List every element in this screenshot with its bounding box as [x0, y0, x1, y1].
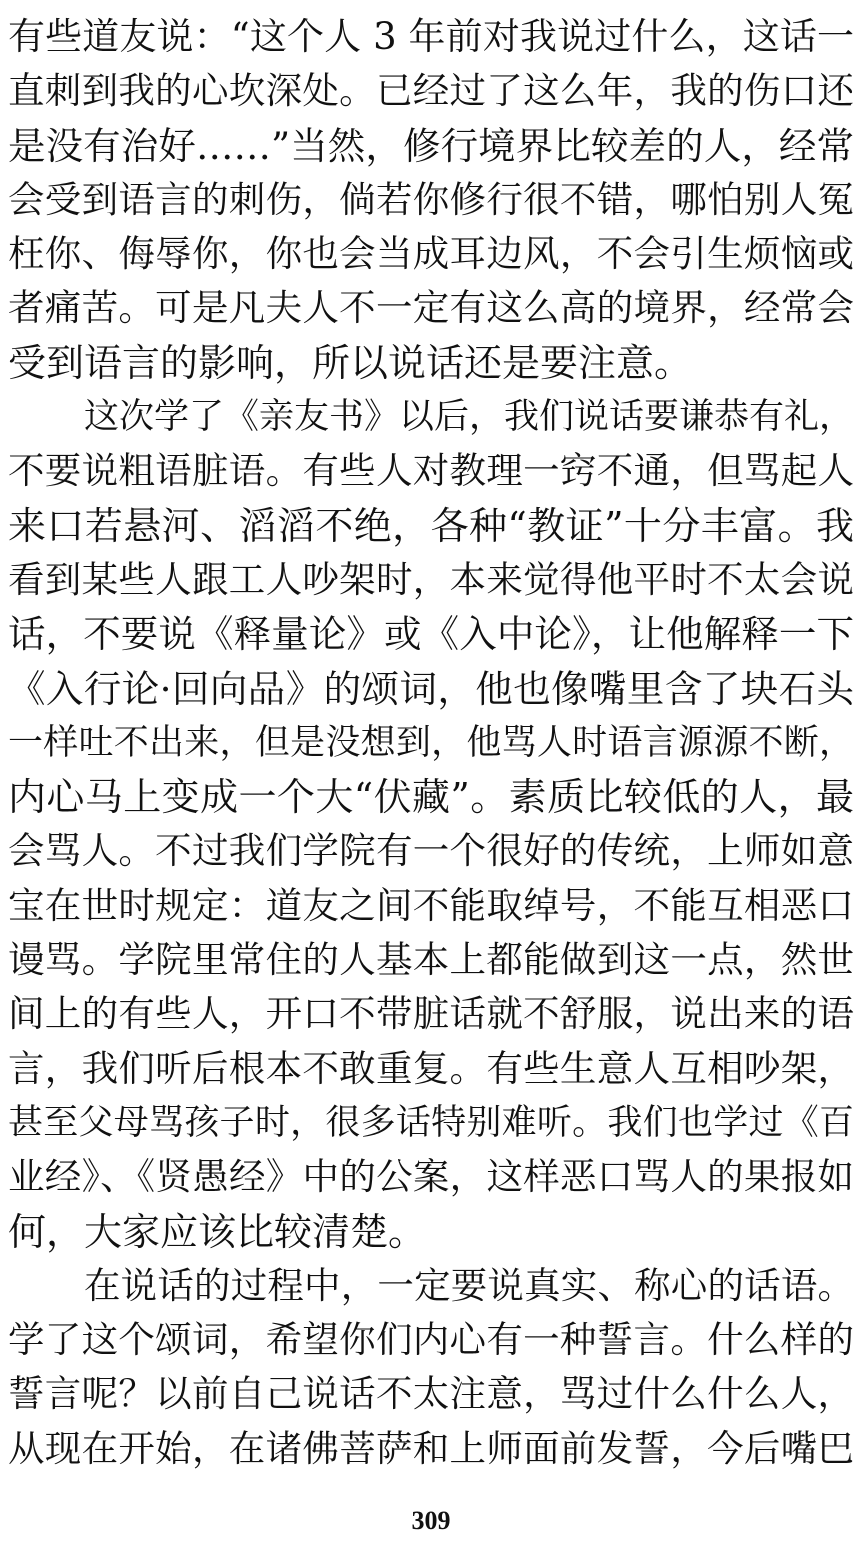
text-line: 来口若悬河、滔滔不绝，各种“教证”十分丰富。我 — [8, 503, 854, 548]
text-line: 《入行论·回向品》的颂词，他也像嘴里含了块石头 — [8, 666, 854, 711]
text-line: 话，不要说《释量论》或《入中论》，让他解释一下 — [8, 612, 854, 657]
text-line: 一样吐不出来，但是没想到，他骂人时语言源源不断， — [8, 722, 854, 763]
page-number: 309 — [411, 1506, 451, 1535]
text-line: 何，大家应该比较清楚。 — [8, 1209, 427, 1254]
text-line: 直刺到我的心坎深处。已经过了这么年，我的伤口还 — [8, 69, 854, 113]
text-line: 受到语言的影响，所以说话还是要注意。 — [8, 340, 693, 385]
text-line: 宝在世时规定：道友之间不能取绰号，不能互相恶口 — [8, 883, 854, 927]
text-line: 这次学了《亲友书》以后，我们说话要谦恭有礼， — [84, 397, 855, 438]
text-line: 会骂人。不过我们学院有一个很好的传统，上师如意 — [8, 829, 854, 873]
text-line: 从现在开始，在诸佛菩萨和上师面前发誓，今后嘴巴 — [8, 1426, 854, 1470]
text-line: 看到某些人跟工人吵架时，本来觉得他平时不太会说 — [8, 557, 854, 601]
text-line: 甚至父母骂孩子时，很多话特别难听。我们也学过《百 — [8, 1102, 854, 1143]
text-line: 是没有治好……”当然，修行境界比较差的人，经常 — [8, 123, 854, 168]
text-line: 在说话的过程中，一定要说真实、称心的话语。 — [84, 1263, 854, 1307]
body-text — [8, 10, 854, 1476]
text-line: 间上的有些人，开口不带脏话就不舒服，说出来的语 — [8, 992, 854, 1036]
text-line: 会受到语言的刺伤，倘若你修行很不错，哪怕别人冤 — [8, 177, 854, 221]
text-line: 誓言呢？以前自己说话不太注意，骂过什么什么人， — [8, 1372, 854, 1416]
text-line: 者痛苦。可是凡夫人不一定有这么高的境界，经常会 — [8, 286, 854, 330]
text-line: 学了这个颂词，希望你们内心有一种誓言。什么样的 — [8, 1318, 854, 1362]
text-line: 枉你、侮辱你，你也会当成耳边风，不会引生烦恼或 — [8, 232, 854, 276]
text-line: 有些道友说：“这个人 3 年前对我说过什么，这话一 — [8, 15, 854, 58]
text-line: 谩骂。学院里常住的人基本上都能做到这一点，然世 — [8, 938, 854, 982]
text-line: 不要说粗语脏语。有些人对教理一窍不通，但骂起人 — [8, 449, 854, 493]
text-line: 业经》、《贤愚经》中的公案，这样恶口骂人的果报如 — [8, 1155, 854, 1199]
text-line: 内心马上变成一个大“伏藏”。素质比较低的人，最 — [8, 775, 854, 820]
text-line: 言，我们听后根本不敢重复。有些生意人互相吵架， — [8, 1046, 854, 1090]
